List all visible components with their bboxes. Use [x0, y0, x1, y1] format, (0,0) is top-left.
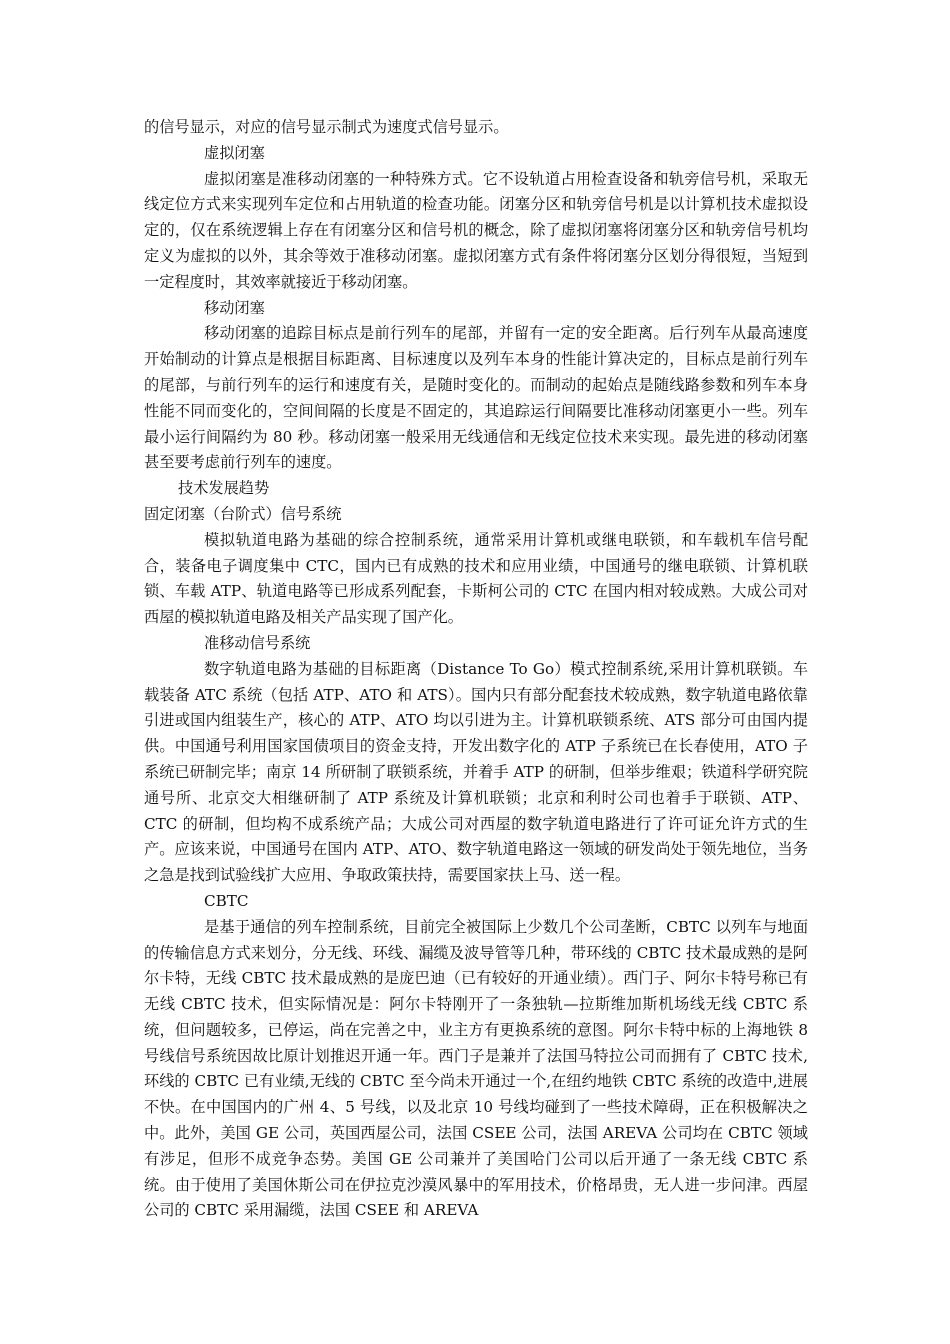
paragraph-continuation: 的信号显示，对应的信号显示制式为速度式信号显示。 — [144, 118, 509, 136]
section-heading-virtual-block: 虚拟闭塞 — [204, 143, 265, 162]
section-heading-moving-block: 移动闭塞 — [204, 298, 265, 317]
document-page — [144, 115, 808, 1224]
paragraph-moving-block: 移动闭塞的追踪目标点是前行列车的尾部，并留有一定的安全距离。后行列车从最高速度开始制动的计算点是根据目标距离、目标速度以及列车本身的性能计算决定的，目标点是前行列车的尾部，与前行列车的运行和速度有关，是随时变化的。而制动的起始点是随线路参数和列车本身性能不同而变化的，空间间隔的长度是不固定的，其追踪运行间隔要比准移动闭塞更小一些。列车最小运行间隔约为 80 秒。移动闭塞一般采用无线通信和无线定位技术来实现。最先进的移动闭塞甚至要考虑前行列车的速度。 — [144, 324, 808, 472]
paragraph-virtual-block: 虚拟闭塞是准移动闭塞的一种特殊方式。它不设轨道占用检查设备和轨旁信号机，采取无线定位方式来实现列车定位和占用轨道的检查功能。闭塞分区和轨旁信号机是以计算机技术虚拟设定的，仅在系统逻辑上存在有闭塞分区和信号机的概念，除了虚拟闭塞将闭塞分区和轨旁信号机均定义为虚拟的以外，其余等效于准移动闭塞。虚拟闭塞方式有条件将闭塞分区划分得很短，当短到一定程度时，其效率就接近于移动闭塞。 — [144, 169, 808, 291]
paragraph-cbtc: 是基于通信的列车控制系统，目前完全被国际上少数几个公司垄断，CBTC 以列车与地面的传输信息方式来划分，分无线、环线、漏缆及波导管等几种，带环线的 CBTC 技术最成熟的是阿尔卡特，无线 CBTC 技术最成熟的是庞巴迪（已有较好的开通业绩）。西门子、阿尔卡特号称已有无线 CBTC 技术，但实际情况是：阿尔卡特刚开了一条独轨—拉斯维加斯机场线无线 CBTC 系统，但问题较多，已停运，尚在完善之中，业主方有更换系统的意图。阿尔卡特中标的上海地铁 8 号线信号系统因故比原计划推迟开通一年。西门子是兼并了法国马特拉公司而拥有了 CBTC 技术,环线的 CBTC 已有业绩,无线的 CBTC 至今尚未开通过一个,在纽约地铁 CBTC 系统的改造中,进展不快。在中国国内的广州 4、5 号线，以及北京 10 号线均碰到了一些技术障碍，正在积极解决之中。此外，美国 GE 公司，英国西屋公司，法国 CSEE 公司，法国 AREVA 公司均在 CBTC 领域有涉足，但形不成竞争态势。美国 GE 公司兼并了美国哈门公司以后开通了一条无线 CBTC 系统。由于使用了美国休斯公司在伊拉克沙漠风暴中的军用技术，价格昂贵，无人进一步问津。西屋公司的 CBTC 采用漏缆，法国 CSEE 和 AREVA — [144, 917, 808, 1220]
section-heading-fixed-block: 固定闭塞（台阶式）信号系统 — [144, 504, 342, 523]
section-heading-quasi-moving: 准移动信号系统 — [204, 633, 311, 652]
paragraph-quasi-moving: 数字轨道电路为基础的目标距离（Distance To Go）模式控制系统,采用计算机联锁。车载装备 ATC 系统（包括 ATP、ATO 和 ATS）。国内只有部分配套技术较成熟，数字轨道电路依靠引进或国内组装生产，核心的 ATP、ATO 均以引进为主。计算机联锁系统、ATS 部分可由国内提供。中国通号利用国家国债项目的资金支持，开发出数字化的 ATP 子系统已在长春使用，ATO 子系统已研制完毕；南京 14 所研制了联锁系统，并着手 ATP 的研制，但举步维艰；铁道科学研究院通号所、北京交大相继研制了 ATP 系统及计算机联锁；北京和利时公司也着手于联锁、ATP、CTC 的研制，但均构不成系统产品；大成公司对西屋的数字轨道电路进行了许可证允许方式的生产。应该来说，中国通号在国内 ATP、ATO、数字轨道电路这一领域的研发尚处于领先地位，当务之急是找到试验线扩大应用、争取政策扶持，需要国家扶上马、送一程。 — [144, 659, 808, 885]
section-heading-cbtc: CBTC — [204, 891, 249, 910]
section-heading-tech-trends: 技术发展趋势 — [178, 479, 270, 498]
paragraph-fixed-block: 模拟轨道电路为基础的综合控制系统，通常采用计算机或继电联锁，和车载机车信号配合，装备电子调度集中 CTC，国内已有成熟的技术和应用业绩，中国通号的继电联锁、计算机联锁、车载 ATP、轨道电路等已形成系列配套，卡斯柯公司的 CTC 在国内相对较成熟。大成公司对西屋的模拟轨道电路及相关产品实现了国产化。 — [144, 530, 808, 627]
